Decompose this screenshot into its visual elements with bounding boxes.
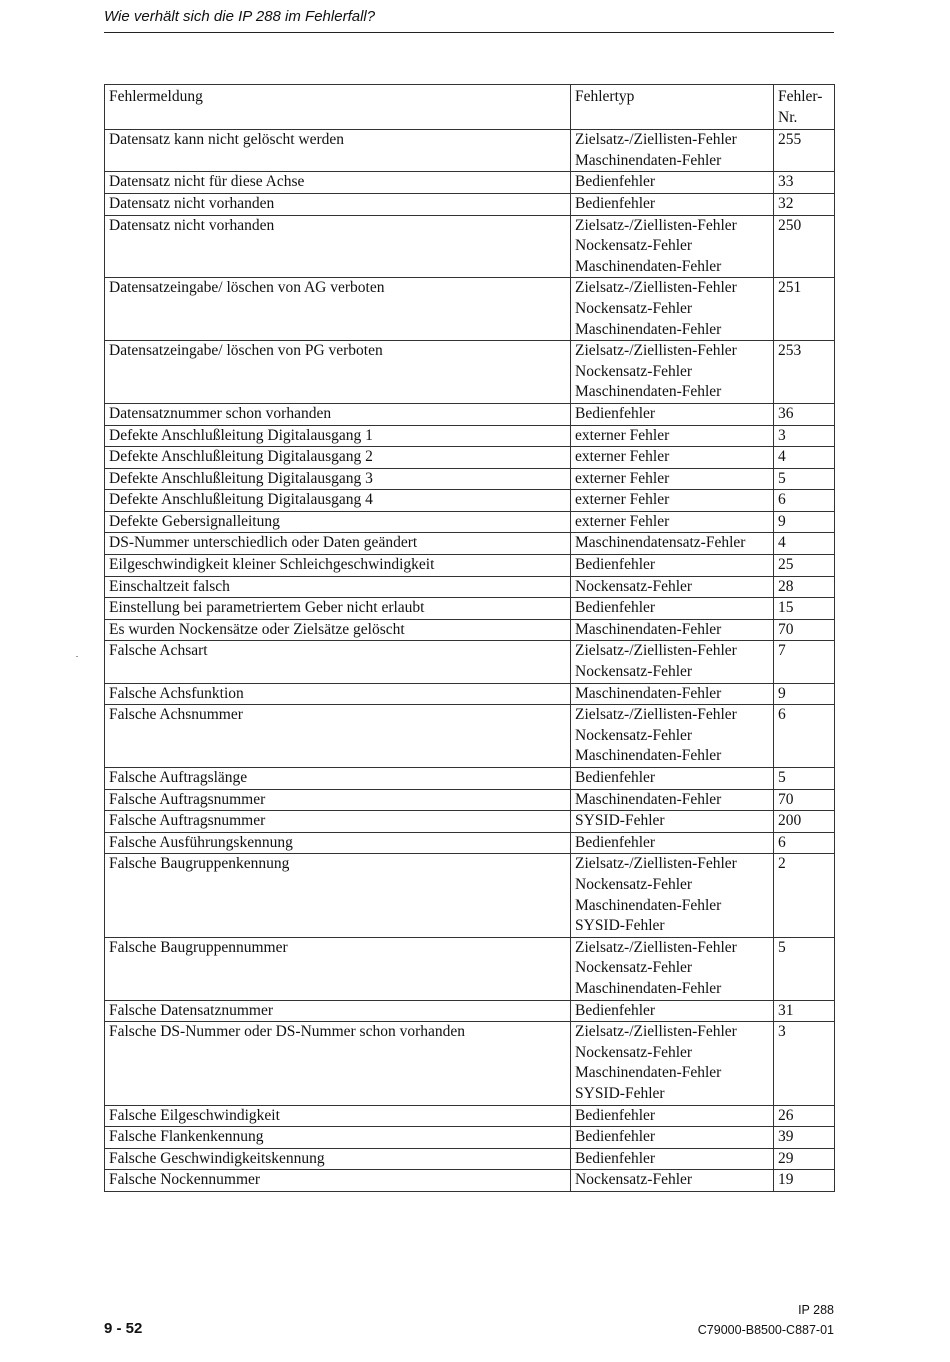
error-message-text: Defekte Anschlußleitung Digitalausgang 4: [109, 491, 373, 509]
table-row: [105, 619, 835, 641]
cell-number: [774, 705, 835, 768]
error-type-text: externer Fehler: [575, 426, 670, 444]
table-row: [105, 533, 835, 555]
cell-message: [105, 937, 571, 1000]
table-row: [105, 555, 835, 577]
cell-message: [105, 555, 571, 577]
error-message-text: DS-Nummer unterschiedlich oder Daten geändert: [109, 534, 418, 552]
cell-message: [105, 1105, 571, 1127]
error-type-text: Bedienfehler: [575, 769, 656, 786]
cell-number: [774, 555, 835, 577]
cell-type: [571, 1000, 774, 1022]
error-number-text: 253: [778, 342, 802, 360]
error-type-text: Maschinendaten-Fehler: [575, 747, 722, 765]
error-type-text: Maschinendaten-Fehler: [575, 684, 722, 702]
error-number-text: 29: [778, 1149, 794, 1167]
cell-type: [571, 789, 774, 811]
cell-number: [774, 403, 835, 425]
error-type-text: Maschinendaten-Fehler: [575, 1064, 722, 1082]
table-row: [105, 1148, 835, 1170]
error-type-text: Nockensatz-Fehler: [575, 875, 693, 893]
error-number-text: 2: [778, 855, 786, 873]
cell-message: [105, 811, 571, 833]
error-type-text: Maschinendaten-Fehler: [575, 790, 722, 808]
cell-type: [571, 425, 774, 447]
cell-number: [774, 854, 835, 937]
error-message-text: Datensatzeingabe/ löschen von PG verboten: [109, 342, 383, 360]
cell-number: [774, 278, 835, 341]
cell-number: [774, 789, 835, 811]
table-row: [105, 1105, 835, 1127]
error-number-text: 70: [778, 620, 794, 638]
cell-message: [105, 1000, 571, 1022]
error-type-text: Bedienfehler: [575, 556, 656, 574]
cell-message: [105, 511, 571, 533]
cell-message: [105, 641, 571, 683]
table-row: [105, 789, 835, 811]
cell-message: [105, 468, 571, 490]
cell-type: [571, 705, 774, 768]
error-number-text: 251: [778, 279, 802, 297]
cell-number: [774, 576, 835, 598]
page-header: [104, 6, 834, 33]
cell-type: [571, 832, 774, 854]
column-header-message-label: Fehlermeldung: [109, 88, 203, 105]
cell-type: [571, 172, 774, 194]
cell-message: [105, 130, 571, 172]
cell-message: [105, 1148, 571, 1170]
cell-number: [774, 832, 835, 854]
cell-number: [774, 490, 835, 512]
column-header-message: [105, 85, 571, 130]
error-number-text: 15: [778, 599, 794, 617]
error-type-text: Maschinendatensatz-Fehler: [575, 534, 746, 552]
cell-message: [105, 619, 571, 641]
cell-type: [571, 598, 774, 620]
footer-info: [698, 1300, 834, 1340]
error-number-text: 200: [778, 812, 802, 830]
cell-message: [105, 403, 571, 425]
error-message-text: Falsche Baugruppennummer: [109, 938, 288, 956]
cell-type: [571, 130, 774, 172]
error-type-text: Zielsatz-/Ziellisten-Fehler: [575, 342, 737, 360]
table-header-row: [105, 85, 835, 130]
cell-type: [571, 1127, 774, 1149]
error-type-text: Bedienfehler: [575, 194, 656, 212]
error-message-text: Falsche Eilgeschwindigkeit: [109, 1106, 280, 1124]
cell-number: [774, 172, 835, 194]
error-number-text: 4: [778, 534, 786, 552]
cell-number: [774, 215, 835, 278]
cell-number: [774, 1105, 835, 1127]
error-message-text: Falsche Datensatznummer: [109, 1001, 273, 1019]
table-row: [105, 683, 835, 705]
error-number-text: 32: [778, 194, 794, 212]
cell-number: [774, 937, 835, 1000]
cell-message: [105, 1127, 571, 1149]
table-row: [105, 130, 835, 172]
table-row: [105, 641, 835, 683]
cell-number: [774, 1127, 835, 1149]
error-type-text: Nockensatz-Fehler: [575, 577, 693, 595]
cell-message: [105, 854, 571, 937]
cell-message: [105, 576, 571, 598]
error-type-text: Zielsatz-/Ziellisten-Fehler: [575, 216, 737, 234]
error-number-text: 6: [778, 491, 786, 509]
cell-type: [571, 403, 774, 425]
table-row: [105, 403, 835, 425]
error-message-text: Defekte Anschlußleitung Digitalausgang 3: [109, 469, 373, 487]
error-number-text: 4: [778, 448, 786, 466]
footer-product: IP 288: [798, 1303, 834, 1317]
table-row: [105, 811, 835, 833]
column-header-type-label: Fehlertyp: [575, 88, 635, 105]
error-message-text: Datensatz nicht für diese Achse: [109, 173, 305, 191]
cell-type: [571, 1022, 774, 1105]
error-type-text: Nockensatz-Fehler: [575, 362, 693, 380]
error-type-text: Bedienfehler: [575, 173, 656, 191]
error-type-text: Maschinendaten-Fehler: [575, 257, 722, 275]
cell-type: [571, 768, 774, 790]
table-row: [105, 705, 835, 768]
error-message-text: Es wurden Nockensätze oder Zielsätze gelöscht: [109, 620, 405, 638]
error-number-text: 9: [778, 684, 786, 702]
table-row: [105, 278, 835, 341]
error-type-text: SYSID-Fehler: [575, 1084, 665, 1102]
error-number-text: 25: [778, 556, 794, 574]
cell-message: [105, 172, 571, 194]
column-header-number: [774, 85, 835, 130]
table-row: [105, 1022, 835, 1105]
error-message-text: Einschaltzeit falsch: [109, 577, 230, 595]
error-message-text: Falsche Auftragsnummer: [109, 790, 266, 808]
cell-number: [774, 1170, 835, 1192]
cell-message: [105, 832, 571, 854]
error-type-text: Zielsatz-/Ziellisten-Fehler: [575, 131, 737, 149]
error-message-text: Einstellung bei parametriertem Geber nicht erlaubt: [109, 599, 425, 617]
cell-message: [105, 1170, 571, 1192]
cell-type: [571, 576, 774, 598]
cell-number: [774, 511, 835, 533]
error-message-text: Defekte Gebersignalleitung: [109, 512, 280, 530]
cell-number: [774, 1000, 835, 1022]
error-number-text: 36: [778, 404, 794, 422]
error-table: [104, 84, 835, 1192]
error-message-text: Falsche Ausführungskennung: [109, 833, 293, 851]
cell-number: [774, 683, 835, 705]
table-row: [105, 598, 835, 620]
cell-number: [774, 598, 835, 620]
error-number-text: 5: [778, 469, 786, 487]
column-header-number-label-1: Fehler-: [778, 88, 823, 105]
cell-type: [571, 341, 774, 404]
error-type-text: Maschinendaten-Fehler: [575, 151, 722, 169]
error-message-text: Eilgeschwindigkeit kleiner Schleichgeschwindigkeit: [109, 556, 435, 574]
error-number-text: 70: [778, 790, 794, 808]
cell-type: [571, 193, 774, 215]
cell-message: [105, 215, 571, 278]
table-row: [105, 425, 835, 447]
cell-number: [774, 447, 835, 469]
cell-number: [774, 1148, 835, 1170]
error-message-text: Falsche Achsfunktion: [109, 684, 244, 702]
error-type-text: Bedienfehler: [575, 599, 656, 617]
cell-number: [774, 533, 835, 555]
cell-message: [105, 789, 571, 811]
table-row: [105, 832, 835, 854]
error-message-text: Falsche Achsart: [109, 642, 208, 660]
cell-type: [571, 1148, 774, 1170]
error-type-text: Zielsatz-/Ziellisten-Fehler: [575, 279, 737, 297]
error-type-text: SYSID-Fehler: [575, 917, 665, 935]
table-row: [105, 937, 835, 1000]
error-number-text: 28: [778, 577, 794, 595]
cell-message: [105, 1022, 571, 1105]
error-number-text: 250: [778, 216, 802, 234]
cell-type: [571, 854, 774, 937]
error-type-text: Bedienfehler: [575, 833, 656, 851]
error-type-text: Bedienfehler: [575, 1128, 656, 1146]
cell-number: [774, 1022, 835, 1105]
cell-type: [571, 511, 774, 533]
page-number: 9 - 52: [104, 1320, 143, 1337]
error-message-text: Falsche Achsnummer: [109, 706, 243, 724]
cell-number: [774, 768, 835, 790]
table-row: [105, 193, 835, 215]
error-message-text: Defekte Anschlußleitung Digitalausgang 1: [109, 426, 373, 444]
error-number-text: 39: [778, 1128, 794, 1146]
error-number-text: 7: [778, 642, 786, 660]
table-row: [105, 576, 835, 598]
error-number-text: 255: [778, 131, 802, 149]
cell-message: [105, 425, 571, 447]
error-number-text: 6: [778, 706, 786, 724]
cell-number: [774, 193, 835, 215]
error-type-text: externer Fehler: [575, 491, 670, 509]
error-type-text: Bedienfehler: [575, 404, 656, 422]
cell-type: [571, 468, 774, 490]
cell-number: [774, 130, 835, 172]
cell-number: [774, 811, 835, 833]
column-header-type: [571, 85, 774, 130]
cell-type: [571, 490, 774, 512]
error-number-text: 3: [778, 1023, 786, 1041]
error-number-text: 5: [778, 938, 786, 956]
table-row: [105, 1127, 835, 1149]
table-row: [105, 172, 835, 194]
error-number-text: 19: [778, 1171, 794, 1189]
error-type-text: Bedienfehler: [575, 1001, 656, 1019]
table-row: [105, 768, 835, 790]
cell-number: [774, 641, 835, 683]
error-type-text: Nockensatz-Fehler: [575, 1171, 693, 1189]
error-message-text: Datensatzeingabe/ löschen von AG verboten: [109, 279, 385, 297]
error-type-text: Bedienfehler: [575, 1149, 656, 1167]
error-type-text: Nockensatz-Fehler: [575, 959, 693, 977]
cell-type: [571, 555, 774, 577]
error-type-text: externer Fehler: [575, 512, 670, 530]
table-body: [105, 130, 835, 1192]
cell-type: [571, 641, 774, 683]
cell-type: [571, 1105, 774, 1127]
error-type-text: Zielsatz-/Ziellisten-Fehler: [575, 706, 737, 724]
cell-number: [774, 468, 835, 490]
column-header-number-label-2: Nr.: [778, 108, 798, 126]
error-message-text: Falsche Auftragslänge: [109, 769, 248, 786]
error-message-text: Datensatz kann nicht gelöscht werden: [109, 131, 344, 149]
error-type-text: SYSID-Fehler: [575, 812, 665, 830]
error-type-text: Nockensatz-Fehler: [575, 663, 693, 681]
cell-type: [571, 533, 774, 555]
error-message-text: Datensatz nicht vorhanden: [109, 194, 275, 212]
error-type-text: Nockensatz-Fehler: [575, 237, 693, 255]
error-type-text: Nockensatz-Fehler: [575, 299, 693, 317]
error-type-text: Maschinendaten-Fehler: [575, 620, 722, 638]
cell-type: [571, 683, 774, 705]
error-type-text: externer Fehler: [575, 469, 670, 487]
cell-type: [571, 278, 774, 341]
table-row: [105, 1170, 835, 1192]
error-type-text: Bedienfehler: [575, 1106, 656, 1124]
cell-message: [105, 683, 571, 705]
table-row: [105, 854, 835, 937]
cell-type: [571, 1170, 774, 1192]
cell-type: [571, 619, 774, 641]
cell-number: [774, 341, 835, 404]
error-type-text: Maschinendaten-Fehler: [575, 320, 722, 338]
cell-message: [105, 341, 571, 404]
error-type-text: Nockensatz-Fehler: [575, 726, 693, 744]
cell-number: [774, 425, 835, 447]
cell-number: [774, 619, 835, 641]
error-type-text: Zielsatz-/Ziellisten-Fehler: [575, 642, 737, 660]
table-row: [105, 215, 835, 278]
cell-type: [571, 447, 774, 469]
error-message-text: Falsche DS-Nummer oder DS-Nummer schon vorhanden: [109, 1023, 465, 1041]
table-row: [105, 490, 835, 512]
error-message-text: Falsche Baugruppenkennung: [109, 855, 290, 873]
table-row: [105, 511, 835, 533]
error-number-text: 6: [778, 833, 786, 851]
error-number-text: 3: [778, 426, 786, 444]
error-message-text: Falsche Geschwindigkeitskennung: [109, 1149, 325, 1167]
error-number-text: 33: [778, 173, 794, 191]
error-message-text: Falsche Nockennummer: [109, 1171, 261, 1189]
cell-message: [105, 193, 571, 215]
error-number-text: 31: [778, 1001, 794, 1019]
cell-type: [571, 811, 774, 833]
cell-type: [571, 937, 774, 1000]
error-type-text: Maschinendaten-Fehler: [575, 896, 722, 914]
cell-message: [105, 768, 571, 790]
error-type-text: externer Fehler: [575, 448, 670, 466]
error-message-text: Datensatz nicht vorhanden: [109, 216, 275, 234]
table-row: [105, 341, 835, 404]
cell-message: [105, 278, 571, 341]
error-type-text: Maschinendaten-Fehler: [575, 979, 722, 997]
page-title: Wie verhält sich die IP 288 im Fehlerfall?: [104, 8, 376, 25]
cell-message: [105, 447, 571, 469]
table-row: [105, 1000, 835, 1022]
cell-message: [105, 705, 571, 768]
cell-message: [105, 533, 571, 555]
cell-message: [105, 490, 571, 512]
error-number-text: 26: [778, 1106, 794, 1124]
cell-message: [105, 598, 571, 620]
table-row: [105, 447, 835, 469]
error-message-text: Falsche Flankenkennung: [109, 1128, 264, 1146]
error-message-text: Falsche Auftragsnummer: [109, 812, 266, 830]
error-type-text: Nockensatz-Fehler: [575, 1043, 693, 1061]
error-type-text: Maschinendaten-Fehler: [575, 383, 722, 401]
error-type-text: Zielsatz-/Ziellisten-Fehler: [575, 938, 737, 956]
margin-mark: [76, 656, 78, 657]
error-number-text: 5: [778, 769, 786, 786]
error-message-text: Defekte Anschlußleitung Digitalausgang 2: [109, 448, 373, 466]
error-type-text: Zielsatz-/Ziellisten-Fehler: [575, 1023, 737, 1041]
footer-order-number: C79000-B8500-C887-01: [697, 1323, 834, 1337]
error-number-text: 9: [778, 512, 786, 530]
error-type-text: Zielsatz-/Ziellisten-Fehler: [575, 855, 737, 873]
error-message-text: Datensatznummer schon vorhanden: [109, 404, 332, 422]
cell-type: [571, 215, 774, 278]
table-row: [105, 468, 835, 490]
